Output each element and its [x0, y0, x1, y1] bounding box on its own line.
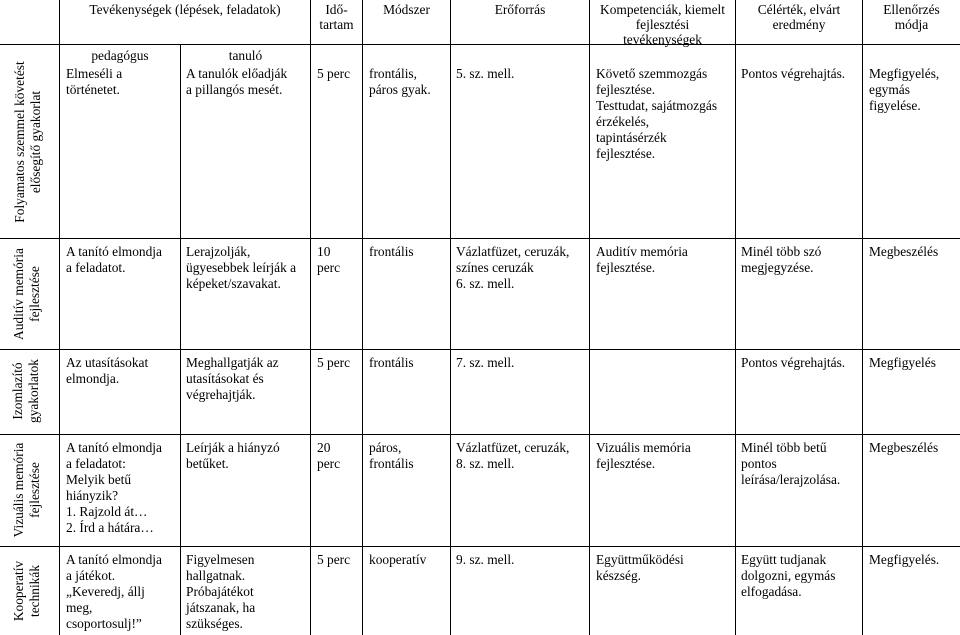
teacher-activity: A tanító elmondja a feladatot. — [66, 244, 162, 275]
method: frontális, páros gyak. — [369, 66, 431, 97]
goal: Pontos végrehajtás. — [741, 355, 846, 370]
grid-line — [0, 349, 960, 350]
method: páros, frontális — [369, 440, 414, 471]
resource: 7. sz. mell. — [456, 355, 515, 370]
header-resource: Erőforrás — [494, 2, 546, 17]
student-activity: Meghallgatják az utasításokat és végrehajtják. — [186, 355, 279, 402]
grid-line — [450, 0, 451, 635]
grid-line — [59, 0, 60, 635]
competency: Követő szemmozgás fejlesztése. Testtudat, sajátmozgás érzékelés, tapintásérzék fejlesztése. — [596, 66, 718, 161]
goal: Pontos végrehajtás. — [741, 66, 846, 81]
duration: 5 perc — [317, 355, 351, 370]
teacher-activity: Az utasításokat elmondja. — [66, 355, 149, 386]
evaluation: Megbeszélés — [869, 440, 939, 455]
student-activity: Figyelmesen hallgatnak. Próbajátékot játszanak, ha szükséges. — [186, 552, 256, 631]
evaluation: Megbeszélés — [869, 244, 939, 259]
goal: Együtt tudjanak dolgozni, egymás elfogadása. — [741, 552, 836, 599]
duration: 5 perc — [317, 552, 351, 567]
student-activity: Lerajzolják, ügyesebbek leírják a képeket/szavakat. — [186, 244, 297, 291]
row-label: Folyamatos szemmel követést elősegítő gyakorlat — [12, 61, 43, 223]
goal: Minél több betű pontos leírása/lerajzolása. — [741, 440, 841, 487]
header-evaluation: Ellenőrzés módja — [883, 2, 940, 32]
teacher-activity: Elmeséli a történetet. — [66, 66, 123, 97]
method: frontális — [369, 244, 414, 259]
student-activity: Leírják a hiányzó betűket. — [186, 440, 280, 471]
row-label: Auditív memória fejlesztése — [11, 248, 42, 340]
header-goal: Célérték, elvárt eredmény — [757, 2, 841, 32]
duration: 20 perc — [317, 440, 341, 471]
header-method: Módszer — [383, 2, 430, 17]
subheader-student: tanuló — [228, 48, 263, 63]
method: frontális — [369, 355, 414, 370]
resource: Vázlatfüzet, ceruzák, színes ceruzák 6. sz. mell. — [456, 244, 570, 291]
grid-line — [0, 44, 960, 45]
grid-line — [589, 0, 590, 635]
duration: 5 perc — [317, 66, 351, 81]
row-label: Kooperatív technikák — [11, 560, 42, 622]
competency: Auditív memória fejlesztése. — [596, 244, 688, 275]
grid-line — [0, 546, 960, 547]
method: kooperatív — [369, 552, 427, 567]
header-duration: Idő- tartam — [319, 2, 354, 32]
evaluation: Megfigyelés — [869, 355, 936, 370]
goal: Minél több szó megjegyzése. — [741, 244, 822, 275]
competency: Vizuális memória fejlesztése. — [596, 440, 691, 471]
grid-line — [310, 0, 311, 635]
teacher-activity: A tanító elmondja a játékot. „Keveredj, állj meg, csoportosulj!” — [66, 552, 162, 631]
resource: 9. sz. mell. — [456, 552, 515, 567]
header-activities: Tevékenységek (lépések, feladatok) — [89, 2, 281, 17]
resource: Vázlatfüzet, ceruzák, 8. sz. mell. — [456, 440, 570, 471]
grid-line — [362, 0, 363, 635]
teacher-activity: A tanító elmondja a feladatot: Melyik betű hiányzik? 1. Rajzold át… 2. Írd a hátára… — [66, 440, 162, 535]
resource: 5. sz. mell. — [456, 66, 515, 81]
evaluation: Megfigyelés, egymás figyelése. — [869, 66, 940, 113]
grid-line — [735, 0, 736, 635]
competency: Együttműködési készség. — [596, 552, 684, 583]
row-label: Vizuális memória fejlesztése — [11, 442, 42, 538]
row-label: Izomlazító gyakorlatok — [10, 359, 41, 423]
grid-line — [0, 434, 960, 435]
grid-line — [0, 238, 960, 239]
duration: 10 perc — [317, 244, 341, 275]
grid-line — [862, 0, 863, 635]
header-competencies: Kompetenciák, kiemelt fejlesztési tevékenységek — [600, 2, 725, 47]
subheader-teacher: pedagógus — [91, 48, 149, 63]
student-activity: A tanulók előadják a pillangós mesét. — [186, 66, 288, 97]
evaluation: Megfigyelés. — [869, 552, 940, 567]
